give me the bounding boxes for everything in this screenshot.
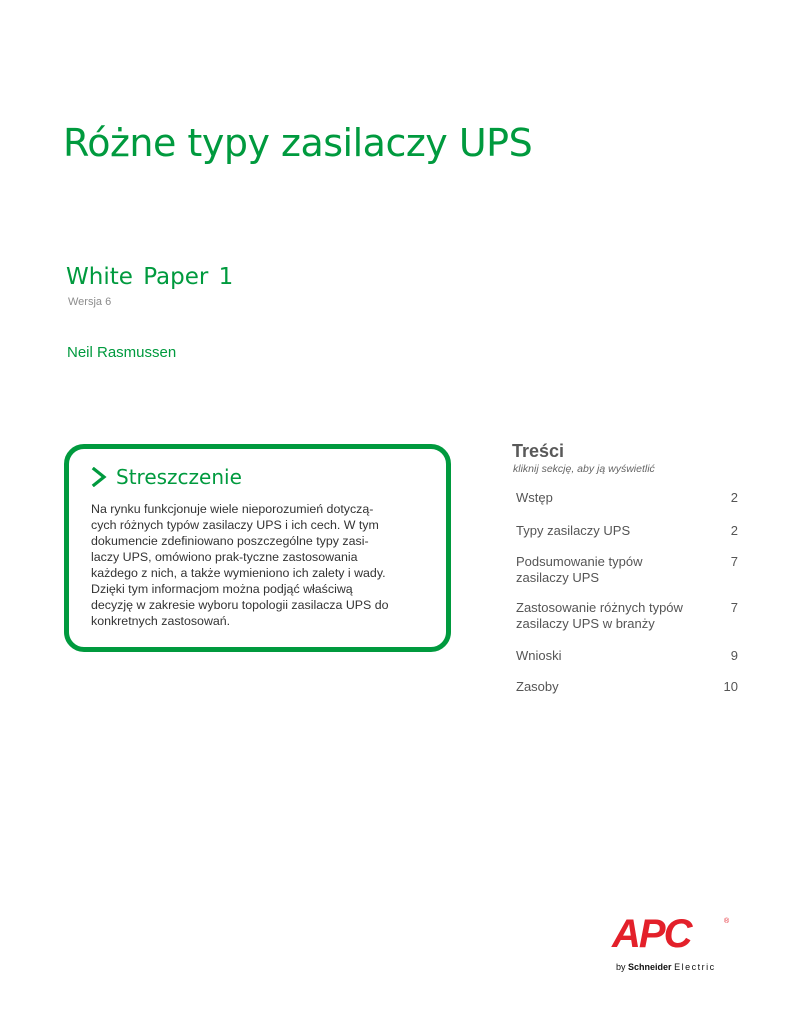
document-title: Różne typy zasilaczy UPS: [63, 121, 533, 166]
toc-item-label: Podsumowanie typów zasilaczy UPS: [516, 554, 643, 585]
toc-item-page: 7: [730, 554, 738, 569]
brand-company: Schneider: [628, 962, 672, 972]
brand-byline: [616, 962, 716, 972]
toc-item-page: 2: [730, 490, 738, 505]
summary-text: Na rynku funkcjonuje wiele nieporozumień dotyczą- cych różnych typów zasilaczy UPS i ich cech. W tym dokumencie zdefiniowano poszczególne typy zasi- laczy UPS, omówiono prak-tyczne zastosowania każdego z nich, a także wymieniono ich zalety i wady. Dzięki tym informacjom można podjąć właściwą decyzję w zakresie wyboru topologii zasilacza UPS do konkretnych zastosowań.: [91, 502, 389, 628]
document-author: Neil Rasmussen: [67, 344, 177, 361]
apc-schneider-logo: [612, 914, 732, 976]
toc-item-label: Zasoby: [516, 679, 559, 694]
toc-item-label: Wnioski: [516, 648, 562, 663]
summary-heading: Streszczenie: [116, 465, 242, 489]
toc-item-label: Typy zasilaczy UPS: [516, 523, 631, 538]
toc-item-wnioski[interactable]: [516, 648, 738, 664]
registered-mark: ®: [724, 918, 730, 925]
toc-item-zasoby[interactable]: [516, 679, 738, 695]
toc-item-typy[interactable]: [516, 523, 738, 539]
toc-item-page: 2: [730, 523, 738, 538]
brand-company-suffix: Electric: [674, 962, 716, 972]
toc-item-page: 9: [730, 648, 738, 663]
toc-item-zastosowanie[interactable]: [516, 600, 738, 632]
toc-item-label: Wstęp: [516, 490, 553, 505]
toc-heading: Treści: [512, 441, 565, 461]
summary-box: [64, 444, 451, 652]
apc-logo-text: APC: [612, 912, 691, 956]
toc-item-wstep[interactable]: [516, 490, 738, 506]
toc-item-label: Zastosowanie różnych typów zasilaczy UPS w branży: [516, 600, 683, 631]
chevron-right-icon: [91, 467, 107, 487]
document-subtitle: White Paper 1: [66, 264, 234, 290]
brand-by: by: [616, 962, 626, 972]
summary-header: [91, 465, 242, 489]
toc-item-podsumowanie[interactable]: [516, 554, 738, 586]
toc-hint: kliknij sekcję, aby ją wyświetlić: [513, 463, 655, 475]
toc-item-page: 7: [730, 600, 738, 615]
document-version: Wersja 6: [68, 296, 112, 308]
toc-item-page: 10: [723, 679, 738, 694]
